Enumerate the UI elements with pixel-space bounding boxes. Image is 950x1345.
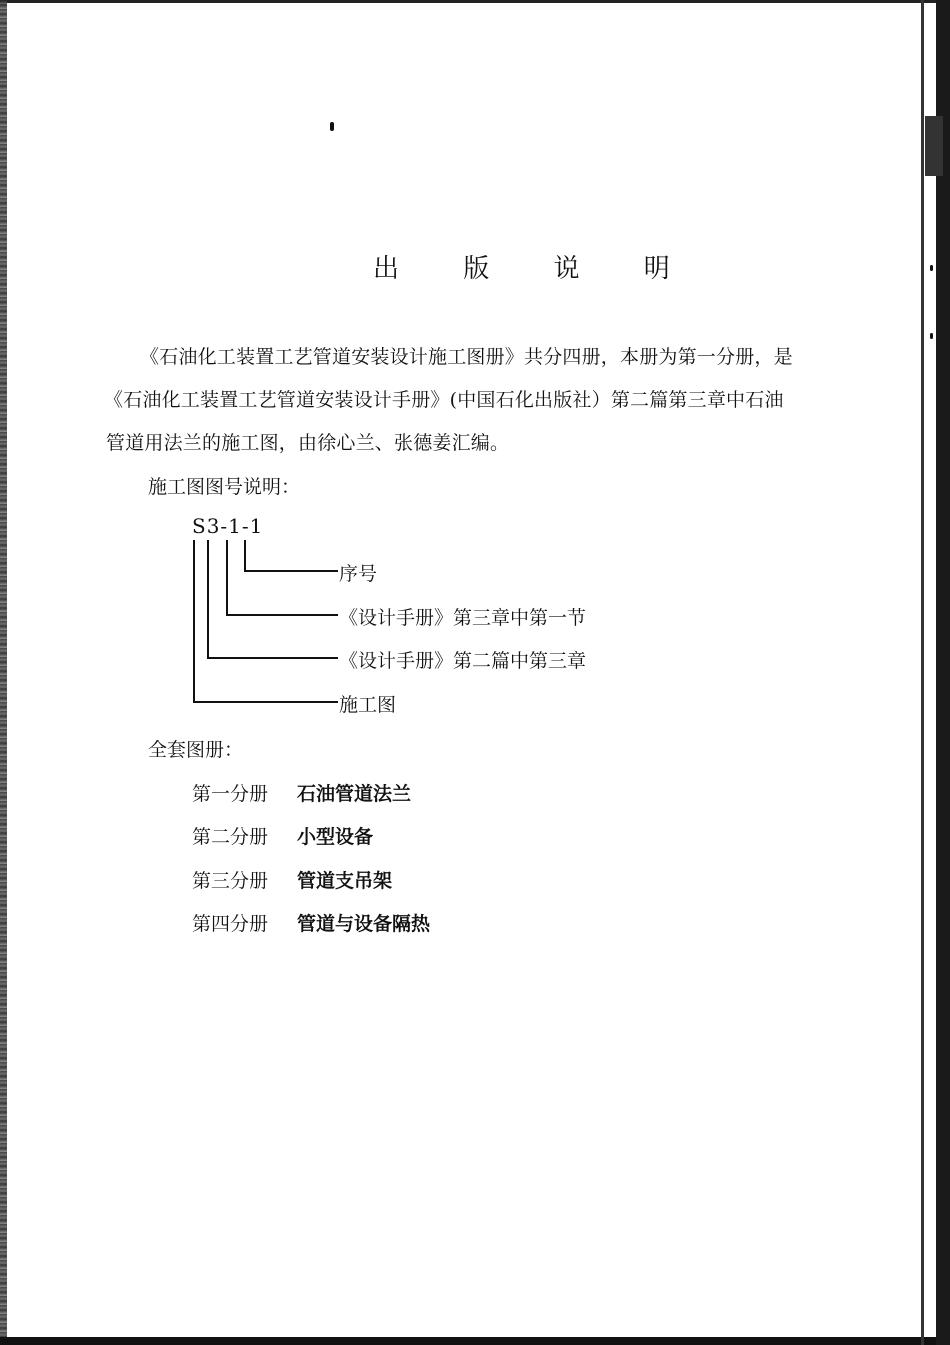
scan-edge-top bbox=[0, 0, 950, 3]
code-label-sequence: 序号 bbox=[339, 563, 378, 585]
code-label-chapter: 《设计手册》第二篇中第三章 bbox=[339, 650, 587, 672]
scan-tab-mark bbox=[925, 116, 943, 176]
numbering-heading: 施工图图号说明： bbox=[148, 476, 301, 498]
intro-line-3: 管道用法兰的施工图，由徐心兰、张德姜汇编。 bbox=[106, 432, 510, 454]
set-heading: 全套图册： bbox=[148, 739, 244, 761]
volume-number: 第二分册 bbox=[192, 826, 269, 848]
bracket-line-chapter bbox=[207, 540, 209, 658]
bracket-line-seq bbox=[244, 540, 246, 571]
volume-name: 管道支吊架 bbox=[297, 870, 393, 892]
bracket-line-section bbox=[226, 614, 338, 616]
volume-name: 管道与设备隔热 bbox=[297, 913, 431, 935]
scan-speck bbox=[330, 122, 334, 131]
scan-speck bbox=[930, 265, 933, 271]
code-label-drawing: 施工图 bbox=[339, 694, 397, 716]
intro-line-2: 《石油化工装置工艺管道安装设计手册》(中国石化出版社）第二篇第三章中石油 bbox=[104, 389, 784, 411]
drawing-code: S3-1-1 bbox=[192, 514, 264, 538]
scan-edge-bottom bbox=[0, 1337, 950, 1345]
bracket-line-seq bbox=[244, 570, 338, 572]
bracket-line-drawing bbox=[193, 540, 195, 702]
scan-edge-right bbox=[936, 0, 950, 1345]
scan-speck bbox=[930, 333, 933, 339]
volume-name: 石油管道法兰 bbox=[297, 783, 412, 805]
code-label-section: 《设计手册》第三章中第一节 bbox=[339, 607, 587, 629]
intro-line-1: 《石油化工装置工艺管道安装设计施工图册》共分四册，本册为第一分册，是 bbox=[140, 346, 793, 368]
scan-rule-right bbox=[921, 0, 924, 1345]
scan-edge-left bbox=[0, 0, 7, 1345]
volume-name: 小型设备 bbox=[297, 826, 374, 848]
volume-number: 第三分册 bbox=[192, 870, 269, 892]
volume-number: 第四分册 bbox=[192, 913, 269, 935]
volume-number: 第一分册 bbox=[192, 783, 269, 805]
bracket-line-section bbox=[226, 540, 228, 615]
page-title: 出 版 说 明 bbox=[373, 254, 698, 284]
bracket-line-drawing bbox=[193, 701, 338, 703]
bracket-line-chapter bbox=[207, 657, 338, 659]
